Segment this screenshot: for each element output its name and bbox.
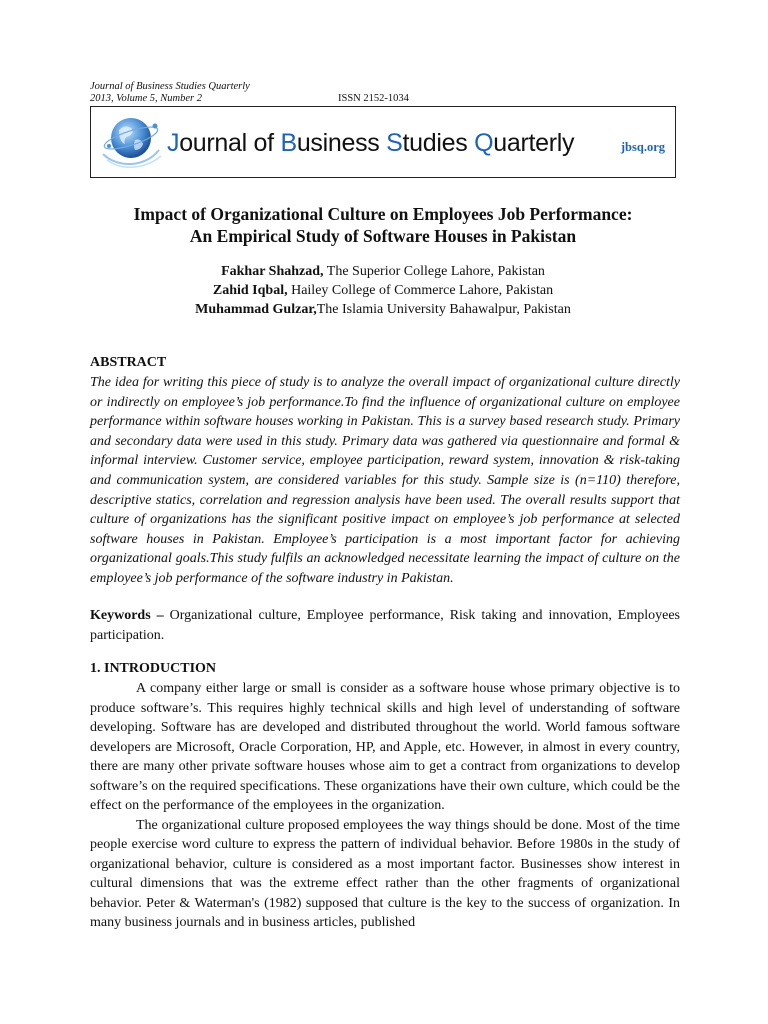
- abstract-text: The idea for writing this piece of study is to analyze the overall impact of organizational culture directly or indirectly on employee’s job performance.To find the influence of organizational culture on employee performance within software houses working in Pakistan. This is a survey based research study. Primary and secondary data were used in this study. Primary data was gathered via questionnaire and formal & informal interview. Customer service, employee participation, reward system, innovation & risk-taking and communication system, are considered variables for this study. Sample size is (n=110) therefore, descriptive statics, correlation and regression analysis have been used. The overall results support that culture of organizations has the significant positive impact on employee’s job performance at selected software houses in Pakistan. Employee’s participation is a most important factor for achieving organizational goals.This study fulfils an acknowledged necessitate learning the impact of culture on the employee’s job performance of the software industry in Pakistan.: [90, 375, 680, 586]
- running-header: [90, 81, 409, 105]
- intro-paragraph: The organizational culture proposed employees the way things should be done. Most of the time people exercise word culture to express the pattern of individual behavior. Before 1980s in the study of organizational behavior, culture is considered as a most important factor. Businesses show interest in cultural dimensions that was the extreme effect rather than the other fragments of organizational behavior. Peter & Waterman's (1982) supposed that culture is the key to the success of organization. In many business journals and in business articles, published: [90, 817, 680, 930]
- author-line: [90, 281, 676, 300]
- author-line: [90, 262, 676, 281]
- author-affiliation: The Islamia University Bahawalpur, Pakistan: [316, 302, 571, 317]
- volume-line: 2013, Volume 5, Number 2: [90, 93, 202, 104]
- author-name: Muhammad Gulzar,: [195, 302, 317, 317]
- author-list: [90, 262, 676, 319]
- issn: ISSN 2152-1034: [338, 93, 409, 104]
- author-name: Fakhar Shahzad,: [221, 264, 324, 279]
- author-affiliation: The Superior College Lahore, Pakistan: [323, 264, 545, 279]
- author-line: [90, 300, 676, 319]
- author-affiliation: Hailey College of Commerce Lahore, Pakistan: [287, 283, 554, 298]
- keywords-label: Keywords –: [90, 608, 164, 623]
- intro-paragraph: A company either large or small is consider as a software house whose primary objective is to produce software’s. This requires highly technical skills and high level of understanding of software developing. Software has are developed and distributed throughout the world. World famous software developers are Microsoft, Oracle Corporation, HP, and Apple, etc. However, in almost in every country, there are many other private software houses whose aim to get a contract from organizations to develop software’s on the required specifications. These organizations have their own culture, which could be the effect on the performance of the employees in the organization.: [90, 681, 680, 813]
- keywords-text: Organizational culture, Employee performance, Risk taking and innovation, Employees participation.: [90, 608, 680, 643]
- globe-icon: [97, 110, 165, 174]
- journal-banner-title: Journal of Business Studies Quarterly: [167, 129, 575, 157]
- journal-running-title: Journal of Business Studies Quarterly: [90, 81, 250, 92]
- journal-site-link[interactable]: jbsq.org: [620, 140, 665, 154]
- intro-body: [90, 679, 680, 933]
- abstract-heading: ABSTRACT: [90, 355, 167, 370]
- journal-banner: [90, 106, 676, 178]
- intro-heading: 1. INTRODUCTION: [90, 661, 217, 676]
- author-name: Zahid Iqbal,: [212, 283, 288, 298]
- keywords: [90, 606, 680, 645]
- paper-title: Impact of Organizational Culture on Employees Job Performance: An Empirical Study of Software Houses in Pakistan: [133, 204, 633, 246]
